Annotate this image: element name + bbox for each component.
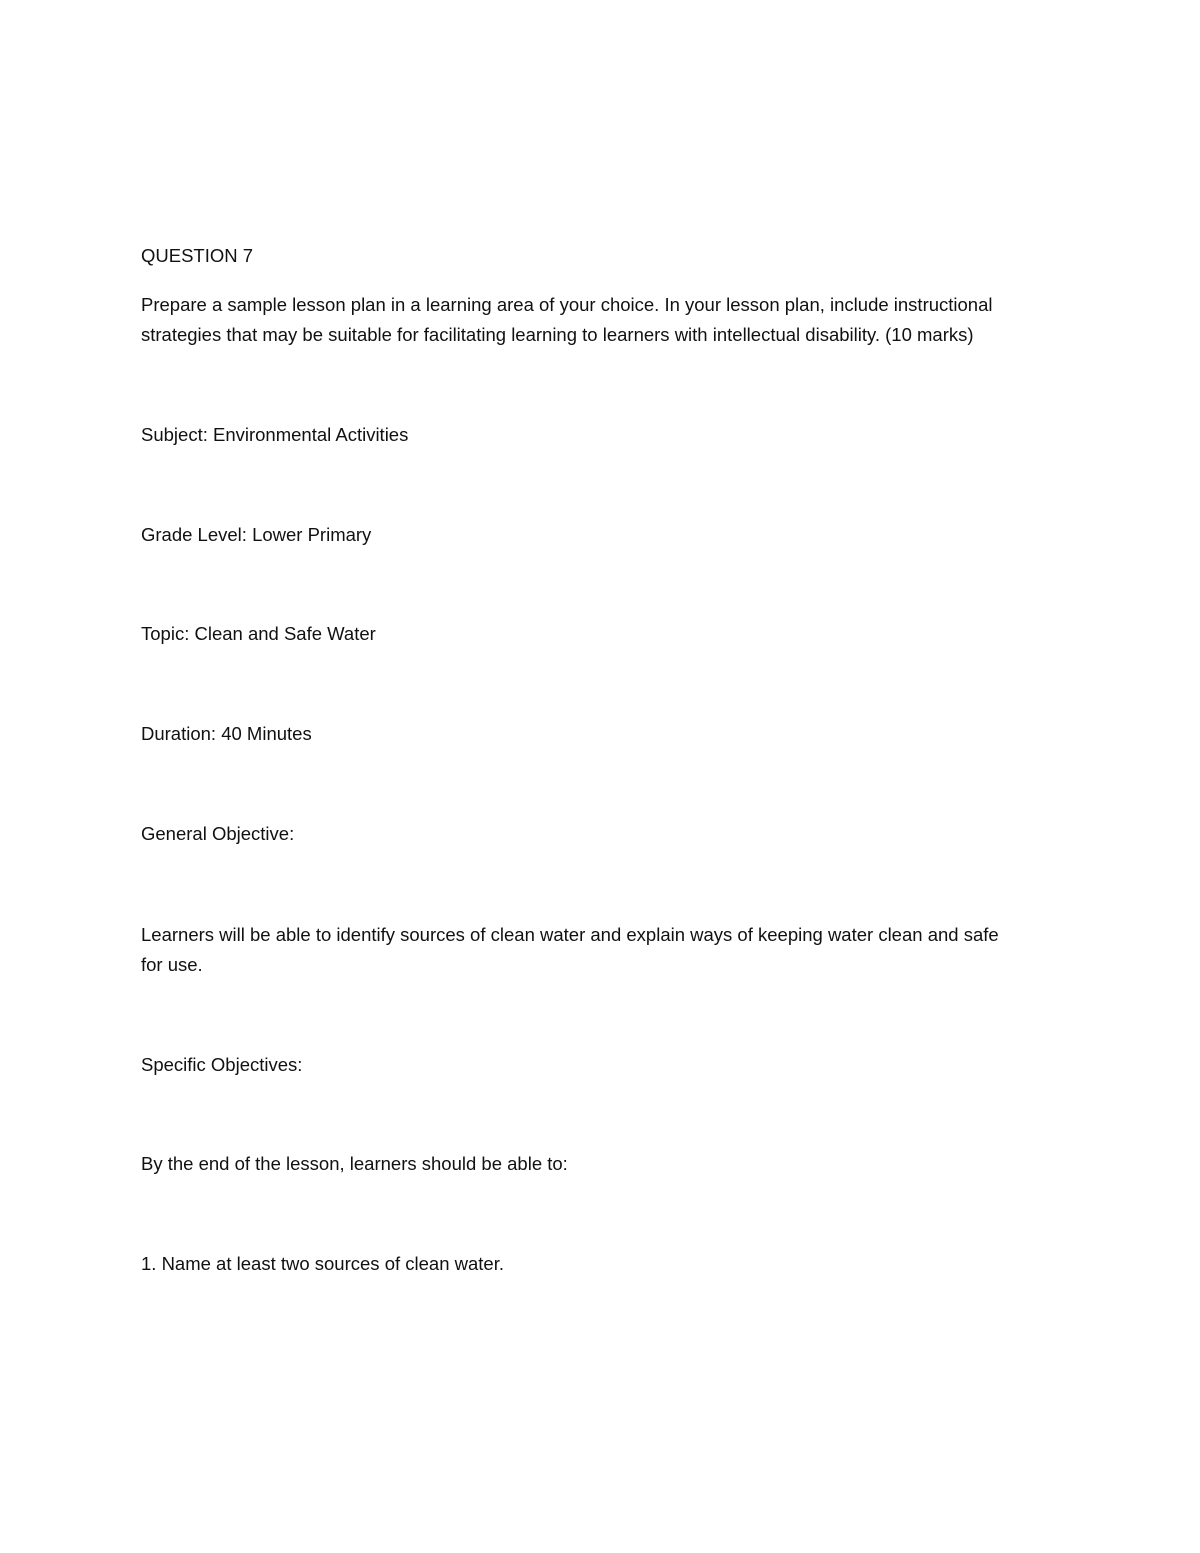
subject-line: Subject: Environmental Activities xyxy=(141,424,409,445)
specific-objectives-heading: Specific Objectives: xyxy=(141,1054,303,1075)
duration-line: Duration: 40 Minutes xyxy=(141,723,312,744)
general-objective-line-2: for use. xyxy=(141,954,203,975)
question-text-line-1: Prepare a sample lesson plan in a learning area of your choice. In your lesson plan, include instructional xyxy=(141,294,993,315)
question-text-line-2: strategies that may be suitable for facilitating learning to learners with intellectual disability. (10 marks) xyxy=(141,324,974,345)
grade-level-line: Grade Level: Lower Primary xyxy=(141,524,372,545)
topic-line: Topic: Clean and Safe Water xyxy=(141,623,376,644)
specific-objectives-intro: By the end of the lesson, learners should be able to: xyxy=(141,1153,568,1174)
general-objective-line-1: Learners will be able to identify sources of clean water and explain ways of keeping water clean and safe xyxy=(141,924,999,945)
specific-objective-1: 1. Name at least two sources of clean water. xyxy=(141,1253,504,1274)
general-objective-heading: General Objective: xyxy=(141,823,295,844)
question-heading: QUESTION 7 xyxy=(141,245,254,266)
